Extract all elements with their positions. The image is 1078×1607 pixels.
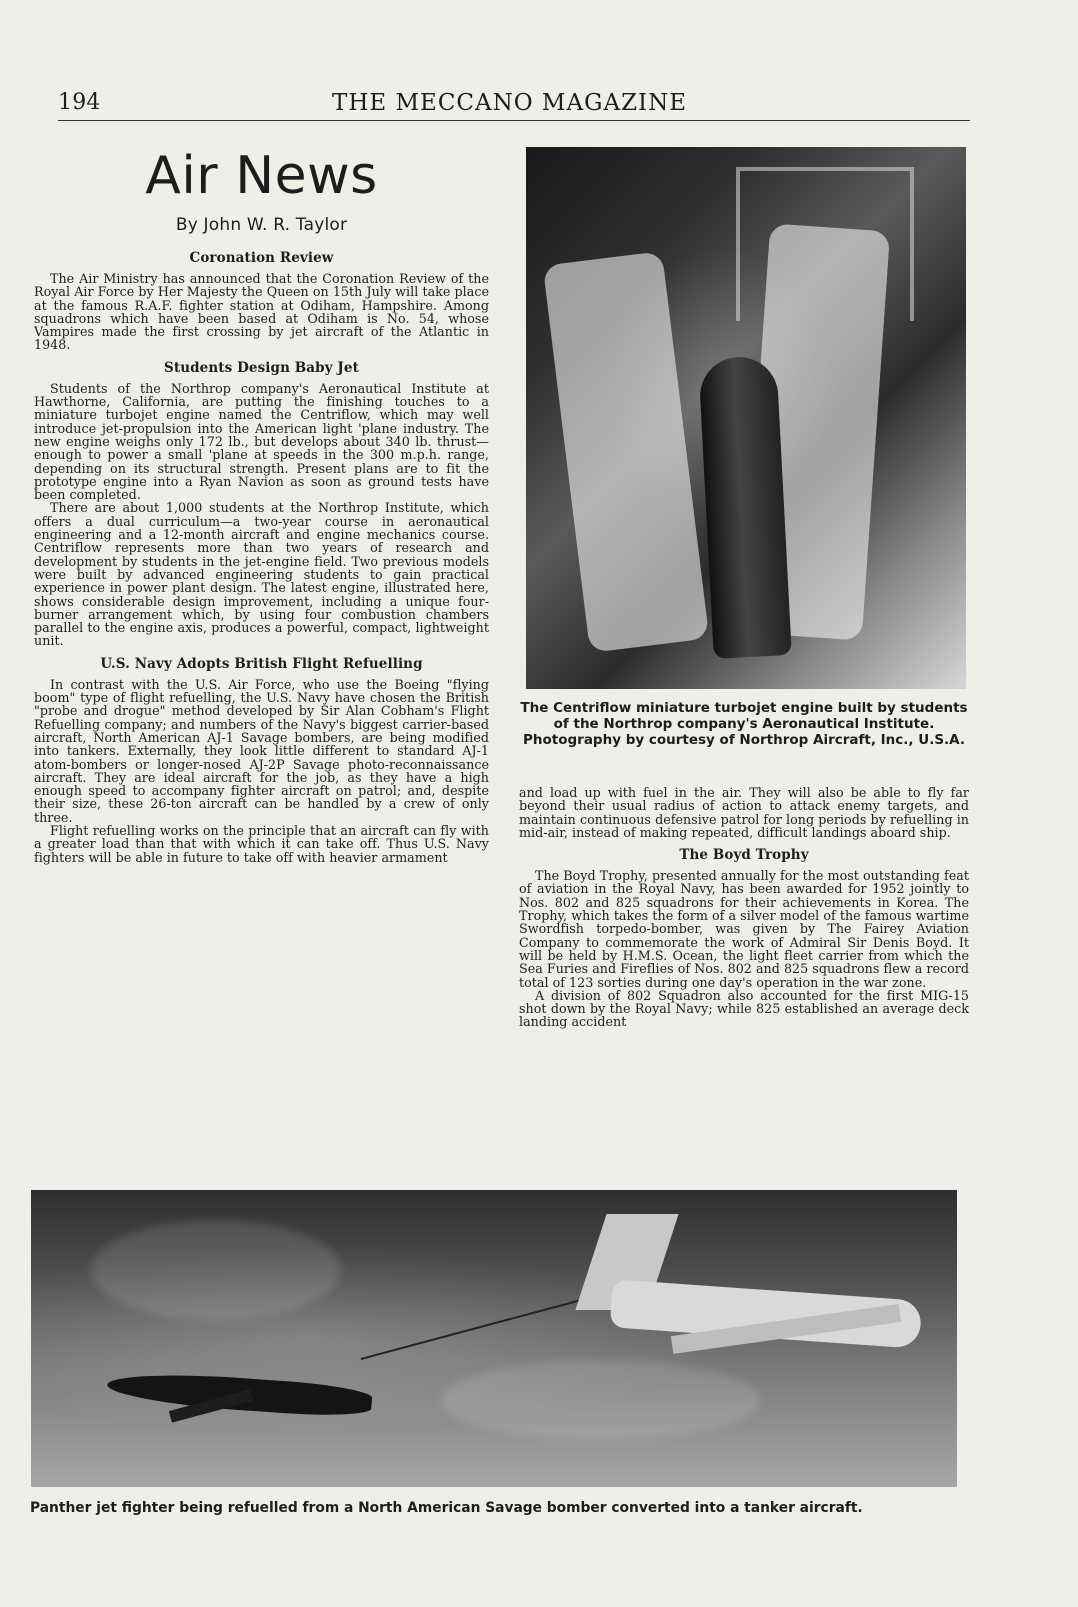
navy-refuelling-paragraph-1: In contrast with the U.S. Air Force, who use the Boeing "flying boom" type of flight refuelling, the U.S. Navy have chosen the British "probe and drogue" method developed by Sir Alan Cobham's Flight Refuelling company; and numbers of the Navy's biggest carrier-based aircraft, North American AJ-1 Savage bombers, are being modified into tankers. Externally, they look little different to standard AJ-1 atom-bombers or longer-nosed AJ-2P Savage photo-reconnaissance aircraft. They are ideal aircraft for the job, as they have a high enough speed to accompany fighter aircraft on patrol; and, despite their size, these 26-ton aircraft can be handled by a crew of only three.	[34, 676, 489, 825]
section-heading-coronation-review: Coronation Review	[189, 250, 334, 266]
centriflow-engine-photo	[526, 147, 966, 689]
students-design-paragraph-1: Students of the Northrop company's Aeronautical Institute at Hawthorne, California, are putting the finishing touches to a miniature turbojet engine named the Centriflow, which may well introduce jet-propulsion into the American light 'plane industry. The new engine weighs only 172 lb., but develops about 340 lb. thrust—enough to power a small 'plane at speeds in the 300 m.p.h. range, depending on its structural strength. Present plans are to fit the prototype engine into a Ryan Navion as soon as ground tests have been completed.	[34, 380, 489, 503]
cloud-shape	[441, 1360, 761, 1440]
article-byline: By John W. R. Taylor	[175, 215, 348, 235]
boyd-trophy-paragraph-2: A division of 802 Squadron also accounted for the first MIG-15 shot down by the Royal Navy; while 825 established an average deck landing accident	[519, 987, 969, 1030]
air-refuelling-photo	[31, 1190, 957, 1487]
navy-refuelling-paragraph-2: Flight refuelling works on the principle that an aircraft can fly with a greater load than that with which it can take off. Thus U.S. Navy fighters will be able in future to take off with heavier armament	[34, 822, 489, 865]
magazine-title: THE MECCANO MAGAZINE	[332, 90, 688, 116]
refuelling-photo-caption: Panther jet fighter being refuelled from a North American Savage bomber converted into a tanker aircraft.	[30, 1500, 863, 1516]
section-heading-navy-refuelling: U.S. Navy Adopts British Flight Refuelling	[100, 655, 423, 672]
article-right-column	[519, 786, 969, 1166]
boyd-trophy-paragraph-1: The Boyd Trophy, presented annually for the most outstanding feat of aviation in the Royal Navy, has been awarded for 1952 jointly to Nos. 802 and 825 squadrons for their achievements in Korea. The Trophy, which takes the form of a silver model of the famous wartime Swordfish torpedo-bomber, was given by The Fairey Aviation Company to commemorate the work of Admiral Sir Denis Boyd. It will be held by H.M.S. Ocean, the light fleet carrier from which the Sea Furies and Fireflies of Nos. 802 and 825 squadrons flew a record total of 123 sorties during one day's operation in the war zone.	[519, 868, 969, 990]
page-number: 194	[58, 90, 101, 115]
article-title: Air News	[145, 146, 378, 206]
student-left-figure	[543, 251, 710, 653]
students-design-paragraph-2: There are about 1,000 students at the Northrop Institute, which offers a dual curriculum—a two-year course in aeronautical engineering and a 12-month aircraft and engine mechanics course. Centriflow represents more than two years of research and development by students in the jet-engine field. Two previous models were built by advanced engineering students to gain practical experience in power plant design. The latest engine, illustrated here, shows considerable design improvement, including a unique four-burner arrangement which, by using four combustion chambers parallel to the engine axis, produces a powerful, compact, lightweight unit.	[34, 500, 489, 649]
coronation-review-paragraph: The Air Ministry has announced that the Coronation Review of the Royal Air Force by Her Majesty the Queen on 15th July will take place at the famous R.A.F. fighter station at Odiham, Hampshire. Among squadrons which have been based at Odiham is No. 54, whose Vampires made the first crossing by jet aircraft of the Atlantic in 1948.	[34, 271, 489, 353]
section-heading-boyd-trophy: The Boyd Trophy	[679, 847, 809, 864]
refuelling-continued-paragraph: and load up with fuel in the air. They will also be able to fly far beyond their usual radius of action to attack enemy targets, and maintain continuous defensive patrol for long periods by refuelling in mid-air, instead of making repeated, difficult landings aboard ship.	[519, 786, 969, 840]
section-heading-students-design-baby-jet: Students Design Baby Jet	[164, 359, 359, 376]
engine-photo-caption: The Centriflow miniature turbojet engine built by students of the Northrop company's Aeronautical Institute. Photography by courtesy of Northrop Aircraft, Inc., U.S.A.	[520, 700, 968, 748]
cloud-shape	[91, 1220, 341, 1320]
header-rule	[58, 120, 970, 121]
turbojet-engine	[698, 355, 792, 659]
article-left-column	[34, 144, 489, 1184]
page-header	[58, 90, 970, 120]
